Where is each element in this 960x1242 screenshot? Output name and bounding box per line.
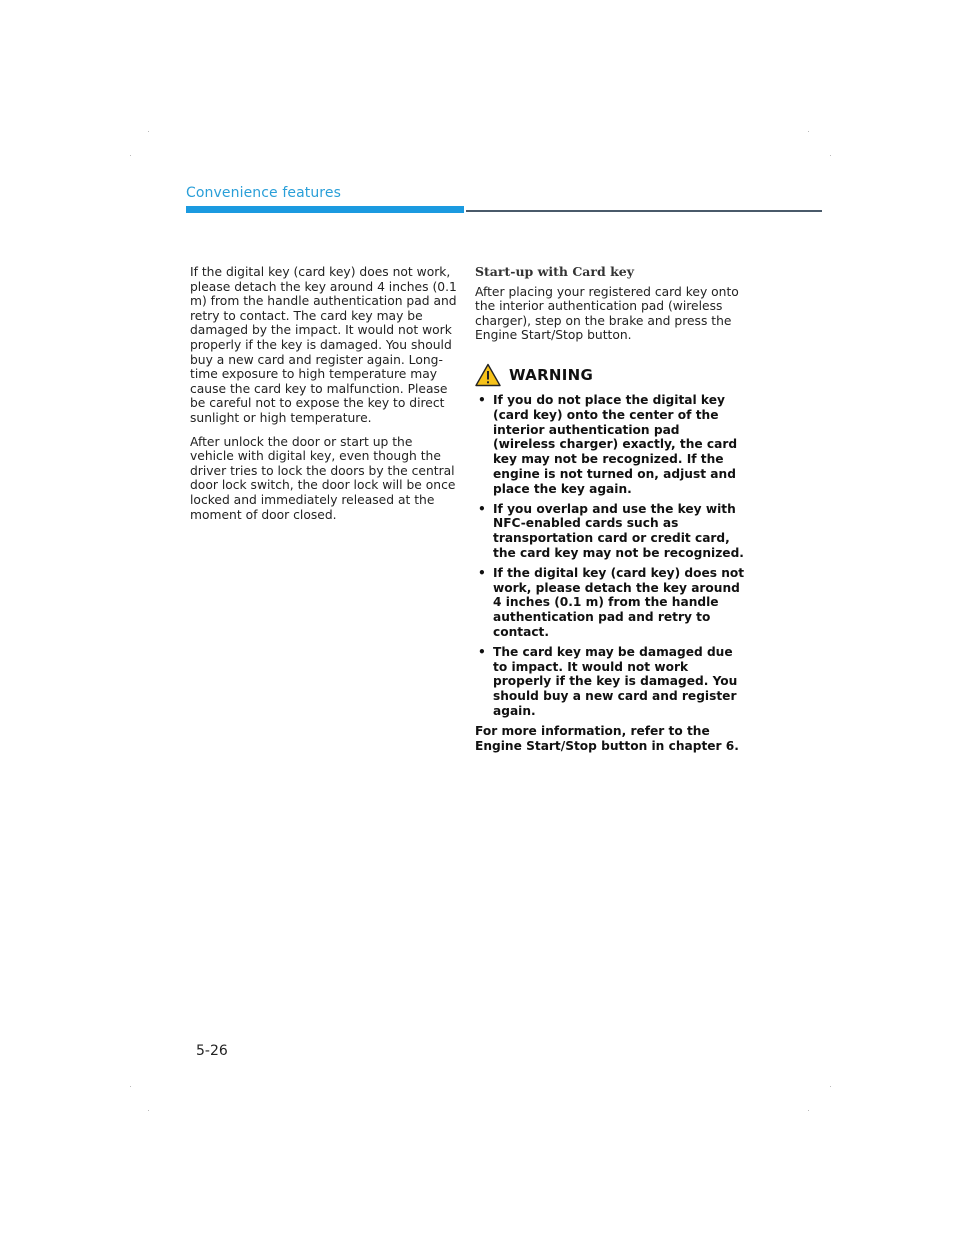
crop-mark — [830, 1086, 831, 1087]
list-item: • The card key may be damaged due to impact. It would not work properly if the key is damaged. You should buy a new card and register again. — [475, 645, 745, 719]
header-accent-bar — [186, 206, 464, 213]
warning-title: WARNING — [509, 365, 594, 384]
crop-mark — [148, 1110, 149, 1111]
crop-mark — [808, 131, 809, 132]
crop-mark — [148, 131, 149, 132]
paragraph: After placing your registered card key onto the interior authentication pad (wireless charger), step on the brake and press the Engine Start/Stop button. — [475, 284, 739, 343]
paragraph: If the digital key (card key) does not work, please detach the key around 4 inches (0.1 m) from the handle authentication pad and retry to contact. The card key may be damaged by the impact. It would not work properly if the key is damaged. You should buy a new card and register again. Long-time exposure to high temperature may cause the card key to malfunction. Please be careful not to expose the key to direct sunlight or high temperature. — [190, 265, 457, 425]
crop-mark — [830, 155, 831, 156]
right-column — [475, 265, 745, 762]
crop-mark — [130, 1086, 131, 1087]
more-info-note: For more information, refer to the Engine Start/Stop button in chapter 6. — [475, 723, 739, 753]
list-item: • If you overlap and use the key with NFC-enabled cards such as transportation card or credit card, the card key may not be recognized. — [475, 502, 745, 561]
header-rule — [466, 210, 822, 212]
list-item: • If you do not place the digital key (card key) onto the center of the interior authentication pad (wireless charger) exactly, the card key may not be recognized. If the engine is not turned on, adjust and place the key again. — [475, 393, 745, 497]
crop-mark — [130, 155, 131, 156]
paragraph: After unlock the door or start up the vehicle with digital key, even though the driver tries to lock the doors by the central door lock switch, the door lock will be once locked and immediately released at the moment of door closed. — [190, 434, 456, 522]
page-number: 5-26 — [196, 1043, 228, 1059]
warning-triangle-icon — [475, 363, 501, 387]
left-column — [190, 265, 458, 531]
subsection-heading: Start-up with Card key — [475, 264, 634, 279]
crop-mark — [808, 1110, 809, 1111]
warning-list — [475, 393, 745, 719]
warning-header — [475, 363, 745, 387]
section-title: Convenience features — [186, 185, 341, 201]
list-item: • If the digital key (card key) does not work, please detach the key around 4 inches (0.1 m) from the handle authentication pad and retry to contact. — [475, 566, 745, 640]
